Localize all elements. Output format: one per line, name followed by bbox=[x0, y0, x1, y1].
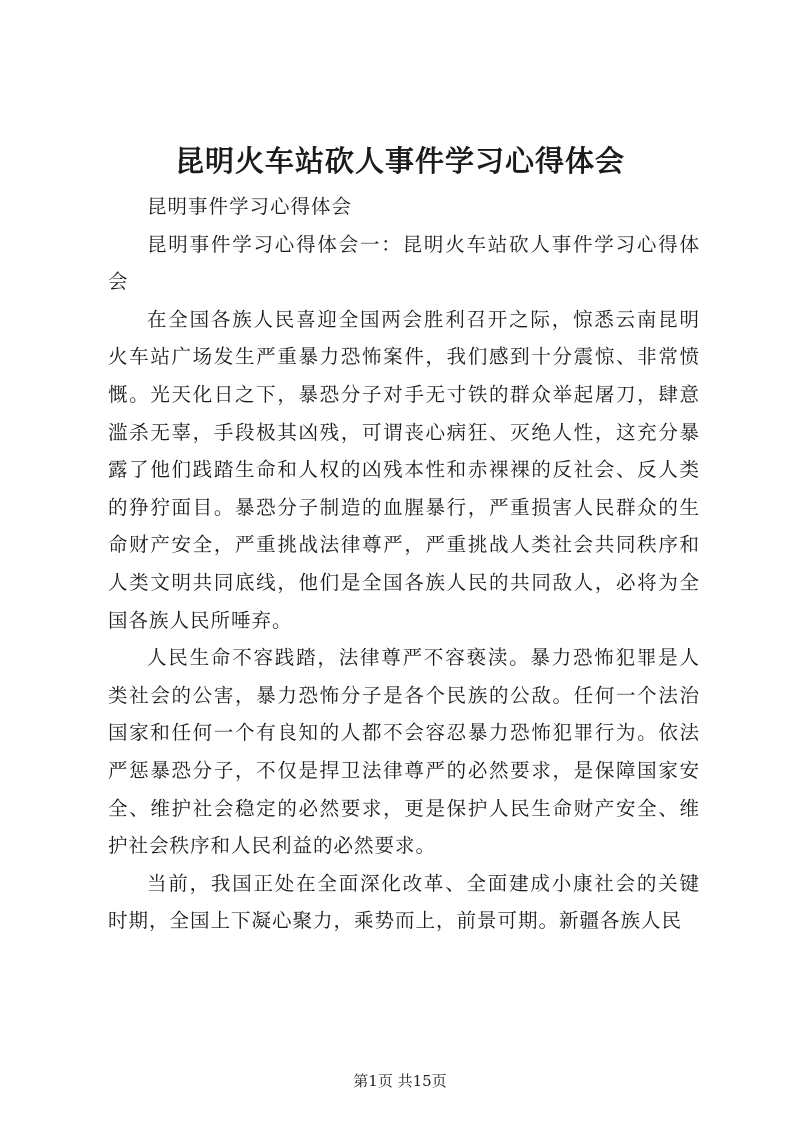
document-body bbox=[108, 188, 700, 940]
page-number-footer: 第1页 共15页 bbox=[353, 1072, 447, 1090]
paragraph-section-heading: 昆明事件学习心得体会一：昆明火车站砍人事件学习心得体会 bbox=[108, 232, 700, 294]
paragraph-body-3: 当前，我国正处在全面深化改革、全面建成小康社会的关键时期，全国上下凝心聚力，乘势而上，前景可期。新疆各族人民 bbox=[108, 871, 700, 933]
paragraph-body-2: 人民生命不容践踏，法律尊严不容亵渎。暴力恐怖犯罪是人类社会的公害，暴力恐怖分子是各个民族的公敌。任何一个法治国家和任何一个有良知的人都不会容忍暴力恐怖犯罪行为。依法严惩暴恐分子，不仅是捍卫法律尊严的必然要求，是保障国家安全、维护社会稳定的必然要求，更是保护人民生命财产安全、维护社会秩序和人民利益的必然要求。 bbox=[108, 646, 700, 858]
paragraph-body-1: 在全国各族人民喜迎全国两会胜利召开之际，惊悉云南昆明火车站广场发生严重暴力恐怖案件，我们感到十分震惊、非常愤慨。光天化日之下，暴恐分子对手无寸铁的群众举起屠刀，肆意滥杀无辜，手段极其凶残，可谓丧心病狂、灭绝人性，这充分暴露了他们践踏生命和人权的凶残本性和赤裸裸的反社会、反人类的狰狞面目。暴恐分子制造的血腥暴行，严重损害人民群众的生命财产安全，严重挑战法律尊严，严重挑战人类社会共同秩序和人类文明共同底线，他们是全国各族人民的共同敌人，必将为全国各族人民所唾弃。 bbox=[108, 307, 700, 632]
document-title: 昆明火车站砍人事件学习心得体会 bbox=[174, 144, 625, 178]
paragraph-subtitle: 昆明事件学习心得体会 bbox=[147, 195, 353, 218]
